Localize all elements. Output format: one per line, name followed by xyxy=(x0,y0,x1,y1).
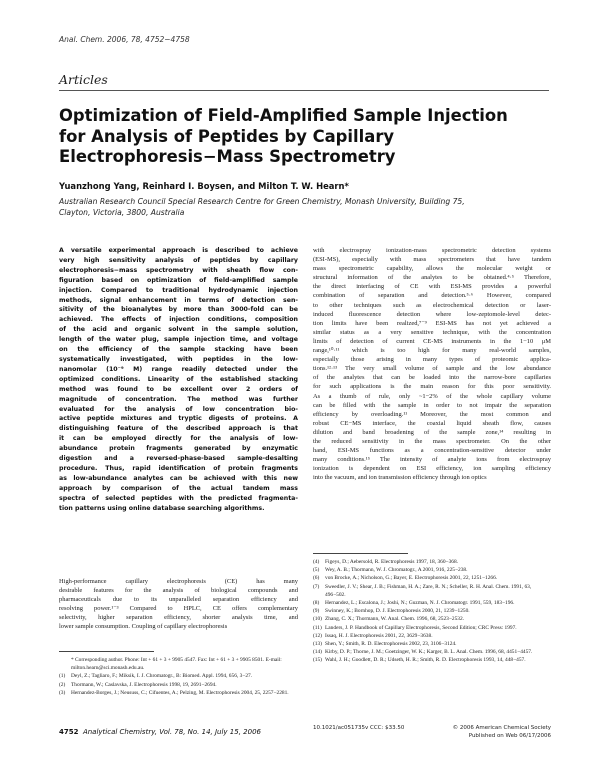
body-line: ionization is dependent on ESI efficiency, ion sampling efficiency xyxy=(313,465,551,473)
reference-number: (2) xyxy=(59,681,66,688)
intro-paragraph xyxy=(59,577,298,632)
reference-text: Thormann, W.; Caslavska, J. Electrophoresis 1998, 19, 2691−2694. xyxy=(71,681,217,688)
body-line: robust CE−MS interface, the coaxial liquid sheath flow, causes xyxy=(313,419,551,427)
body-line: (ESI-MS), especially with mass spectrometers that have tandem xyxy=(313,256,551,264)
abstract-line: systematically investigated, with peptides in the low- xyxy=(59,355,298,363)
abstract-line: it can be employed directly for the analysis of low- xyxy=(59,435,298,443)
body-line: resolving power.¹⁻³ Compared to HPLC, CE offers complementary xyxy=(59,605,298,613)
reference-text: Hernandez-Borges, J.; Neususs, C.; Cifuentes, A.; Pelzing, M. Electrophoresis 2004, 25, 2257−2281. xyxy=(71,689,289,696)
body-line: limits of detection of current CE-MS instruments in the 1−10 μM xyxy=(313,337,551,345)
reference-item xyxy=(313,558,551,566)
reference-item xyxy=(313,656,551,664)
doi: 10.1021/ac051735v CCC: $33.50 xyxy=(313,725,405,731)
body-line: to other techniques such as electrochemical detection or laser- xyxy=(313,301,551,309)
affiliation-line: Clayton, Victoria, 3800, Australia xyxy=(59,208,185,218)
reference-number: (15) xyxy=(313,657,322,664)
affiliation xyxy=(59,196,539,218)
abstract-line: of the acid and organic solvent in the sample solution, xyxy=(59,326,298,334)
abstract-line: approach by comparison of the actual tandem mass xyxy=(59,484,298,492)
abstract-line: figuration based on optimization of field-amplified sample xyxy=(59,276,298,284)
reference-number: (6) xyxy=(313,575,320,582)
reference-text: Kirby, D. P.; Thorne, J. M.; Goetzinger, W. K.; Karger, B. L. Anal. Chem. 1996, 68, 4451−4457. xyxy=(325,649,533,656)
abstract-line: abundance protein fragments generated by enzymatic xyxy=(59,445,298,453)
abstract-line: A versatile experimental approach is described to achieve xyxy=(59,247,298,254)
footnote-divider xyxy=(59,651,154,652)
body-line: structural information of the analytes to be obtained.⁴·⁵ Therefore, xyxy=(313,274,551,282)
abstract-line: injection. Compared to traditional hydrodynamic injection xyxy=(59,286,298,294)
title-line: Electrophoresis−Mass Spectrometry xyxy=(59,147,396,166)
reference-item xyxy=(313,574,551,582)
publication-info xyxy=(313,724,551,740)
journal-issue: Analytical Chemistry, Vol. 78, No. 14, July 15, 2006 xyxy=(82,728,261,736)
reference-number: (11) xyxy=(313,624,322,631)
reference-text: Wahl, J. H.; Goodlett, D. R.; Udseth, H. R.; Smith, R. D. Electrophoresis 1993, 14, 448−457. xyxy=(325,657,526,664)
reference-number: (9) xyxy=(313,608,320,615)
reference-number: (3) xyxy=(59,689,66,696)
reference-number: (10) xyxy=(313,616,322,623)
body-line: the direct interfacing of CE with ESI-MS provides a powerful xyxy=(313,283,551,291)
abstract-line: active peptide mixtures and tryptic digests of proteins. A xyxy=(59,415,298,423)
abstract-line: method was found to be excellent over 2 orders of xyxy=(59,385,298,393)
abstract-line: spectra of selected peptides with the predicted fragmenta- xyxy=(59,494,298,502)
reference-number: (14) xyxy=(313,649,322,656)
body-line: pharmaceuticals due to its unparalleled separation efficiency and xyxy=(59,596,298,604)
body-line: selectivity, higher separation efficiency, shorter analysis time, and xyxy=(59,614,298,622)
reference-text: Landers, J. P. Handbook of Capillary Electrophoresis, Second Edition; CRC Press: 1997. xyxy=(325,624,517,631)
footnote-divider xyxy=(313,553,408,554)
body-column-right xyxy=(313,246,551,482)
reference-item xyxy=(313,632,551,640)
abstract-line: evaluated for the analysis of low concentration bio- xyxy=(59,405,298,413)
abstract-line: sitivity of the bioanalytes by more than 3000-fold can be xyxy=(59,306,298,314)
body-line: for such applications is the main reason for this poor sensitivity. xyxy=(313,383,551,391)
reference-item xyxy=(313,566,551,574)
affiliation-line: Australian Research Council Special Research Centre for Green Chemistry, Monash University, Building 75, xyxy=(59,197,465,206)
body-line: can be filled with the sample in order to not impair the separation xyxy=(313,401,551,409)
reference-item xyxy=(59,672,298,680)
abstract-line: distinguishing feature of the described approach is that xyxy=(59,425,298,433)
body-line: especially those arising in many types of proteomic applica- xyxy=(313,356,551,364)
abstract-line: procedure. Thus, rapid identification of protein fragments xyxy=(59,464,298,472)
body-line: into the vacuum, and ion transmission efficiency through ion optics xyxy=(313,474,487,482)
abstract-line: as low-abundance analytes can be achieved with this new xyxy=(59,474,298,482)
abstract-line: tion patterns using online database searching algorithms. xyxy=(59,504,265,512)
abstract-line: nanomolar (10⁻⁹ M) range readily detected under the xyxy=(59,365,298,373)
reference-item xyxy=(313,583,551,599)
body-line: High-performance capillary electrophoresis (CE) has many xyxy=(59,578,298,585)
article-title xyxy=(59,106,549,168)
body-line: combination of separation and detection.⁵·⁶ However, compared xyxy=(313,292,551,300)
body-line: similar status as a very sensitive technique, with the concentration xyxy=(313,328,551,336)
body-line: many conditions.¹⁵ The intensity of analyte ions from electrospray xyxy=(313,456,551,464)
abstract xyxy=(59,246,298,513)
reference-number: (13) xyxy=(313,641,322,648)
abstract-line: magnitude of concentration. The method was further xyxy=(59,395,298,403)
body-line: mass spectrometric capability, allows the molecular weight or xyxy=(313,265,551,273)
reference-number: (5) xyxy=(313,567,320,574)
title-line: for Analysis of Peptides by Capillary xyxy=(59,126,395,146)
reference-item xyxy=(59,681,298,689)
reference-item xyxy=(59,656,298,672)
reference-text: Hernandez, L.; Escalona, J.; Joshi, N.; Guzman, N. J. Chromatogr. 1991, 559, 183−196. xyxy=(325,600,515,607)
body-line: tions.¹²·¹³ The very small volume of sample and the low abundance xyxy=(313,365,551,373)
journal-citation: Anal. Chem. 2006, 78, 4752−4758 xyxy=(59,35,190,44)
reference-text: Issaq, H. J. Electrophoresis 2001, 22, 3629−3638. xyxy=(325,632,433,639)
page-footer xyxy=(59,728,261,736)
reference-text: * Corresponding author. Phone: Int + 61 + 3 + 9905 4547. Fax: Int + 61 + 3 + 9905 8501. E-mail: milton.hearn@sci.monash.edu.au. xyxy=(71,657,282,672)
section-divider xyxy=(59,90,549,91)
reference-number: (8) xyxy=(313,600,320,607)
reference-number: (7) xyxy=(313,583,320,590)
body-line: of the analytes that can be loaded into the narrow-bore capillaries xyxy=(313,374,551,382)
references-right xyxy=(313,558,551,665)
reference-number: (4) xyxy=(313,559,320,565)
body-line: dilution and band broadening of the sample zone,¹⁴ resulting in xyxy=(313,428,551,436)
body-line: As a thumb of rule, only ~1−2% of the whole capillary volume xyxy=(313,392,551,400)
abstract-line: achieved. The effects of injection conditions, composition xyxy=(59,316,298,324)
abstract-line: on the efficiency of the sample stacking have been xyxy=(59,346,298,354)
publication-date: Published on Web 06/17/2006 xyxy=(468,733,551,739)
reference-item xyxy=(313,599,551,607)
abstract-line: optimized conditions. Linearity of the established stacking xyxy=(59,375,298,383)
body-line: hand, ESI-MS functions as a concentration-sensitive detector under xyxy=(313,447,551,455)
reference-item xyxy=(59,689,298,697)
section-heading: Articles xyxy=(59,72,108,87)
reference-text: Deyl, Z.; Tagliaro, F.; Miksik, I. J. Chromatogr., B: Biomed. Appl. 1994, 656, 3−27. xyxy=(71,673,253,680)
body-line: induced fluorescence detection where low-zeptomole-level detec- xyxy=(313,310,551,318)
abstract-line: length of the water plug, sample injection time, and voltage xyxy=(59,336,298,344)
reference-item xyxy=(313,640,551,648)
reference-text: Zhang, C. X.; Thormann, W. Anal. Chem. 1996, 68, 2523−2532. xyxy=(325,616,465,623)
reference-text: Figeys, D.; Aebersold, R. Electrophoresis 1997, 18, 360−368. xyxy=(325,559,459,565)
reference-item xyxy=(313,648,551,656)
body-line: range,¹⁰·¹¹ which is too high for many real-world samples, xyxy=(313,347,551,355)
copyright: © 2006 American Chemical Society xyxy=(452,725,551,731)
reference-number: (12) xyxy=(313,632,322,639)
reference-number: (1) xyxy=(59,673,66,680)
abstract-line: electrophoresis−mass spectrometry with sheath flow con- xyxy=(59,266,298,274)
reference-text: Swinney, K.; Bornhop, D. J. Electrophoresis 2000, 21, 1239−1250. xyxy=(325,608,470,615)
page-number: 4752 xyxy=(59,728,79,736)
body-line: with electrospray ionization-mass spectrometric detection systems xyxy=(313,247,551,254)
reference-text: Shen, Y.; Smith, R. D. Electrophoresis 2002, 23, 3106−3124. xyxy=(325,641,457,648)
reference-text: Sweedler, J. V.; Shear, J. B.; Fishman, H. A.; Zare, R. N.; Scheller, R. H. Anal. Chem. 1991, 63, 496−502. xyxy=(325,583,532,598)
body-line: the reduced sensitivity in the mass spectrometer. On the other xyxy=(313,437,551,445)
reference-item xyxy=(313,607,551,615)
abstract-line: digestion and a reversed-phase-based sample-desalting xyxy=(59,455,298,463)
title-line: Optimization of Field-Amplified Sample Injection xyxy=(59,106,508,125)
abstract-line: very high sensitivity analysis of peptides by capillary xyxy=(59,256,298,264)
reference-text: von Brocke, A.; Nicholson, G.; Bayer, E. Electrophoresis 2001, 22, 1251−1266. xyxy=(325,575,498,582)
abstract-line: methods, signal enhancement in terms of detection sen- xyxy=(59,296,298,304)
author-list: Yuanzhong Yang, Reinhard I. Boysen, and Milton T. W. Hearn* xyxy=(59,181,349,191)
reference-number xyxy=(59,656,71,672)
reference-text: Wey, A. B.; Thormann, W. J. Chromatogr., A 2001, 916, 225−238. xyxy=(325,567,468,574)
reference-item xyxy=(313,624,551,632)
reference-item xyxy=(313,615,551,623)
body-line: tion limits have been realized,⁷⁻⁹ ESI-MS has not yet achieved a xyxy=(313,319,551,327)
footnotes-left xyxy=(59,656,298,697)
body-line: desirable features for the analysis of biological compounds and xyxy=(59,587,298,595)
body-line: efficiency by overloading.¹¹ Moreover, the most common and xyxy=(313,410,551,418)
body-line: lower sample consumption. Coupling of capillary electrophoresis xyxy=(59,623,228,631)
